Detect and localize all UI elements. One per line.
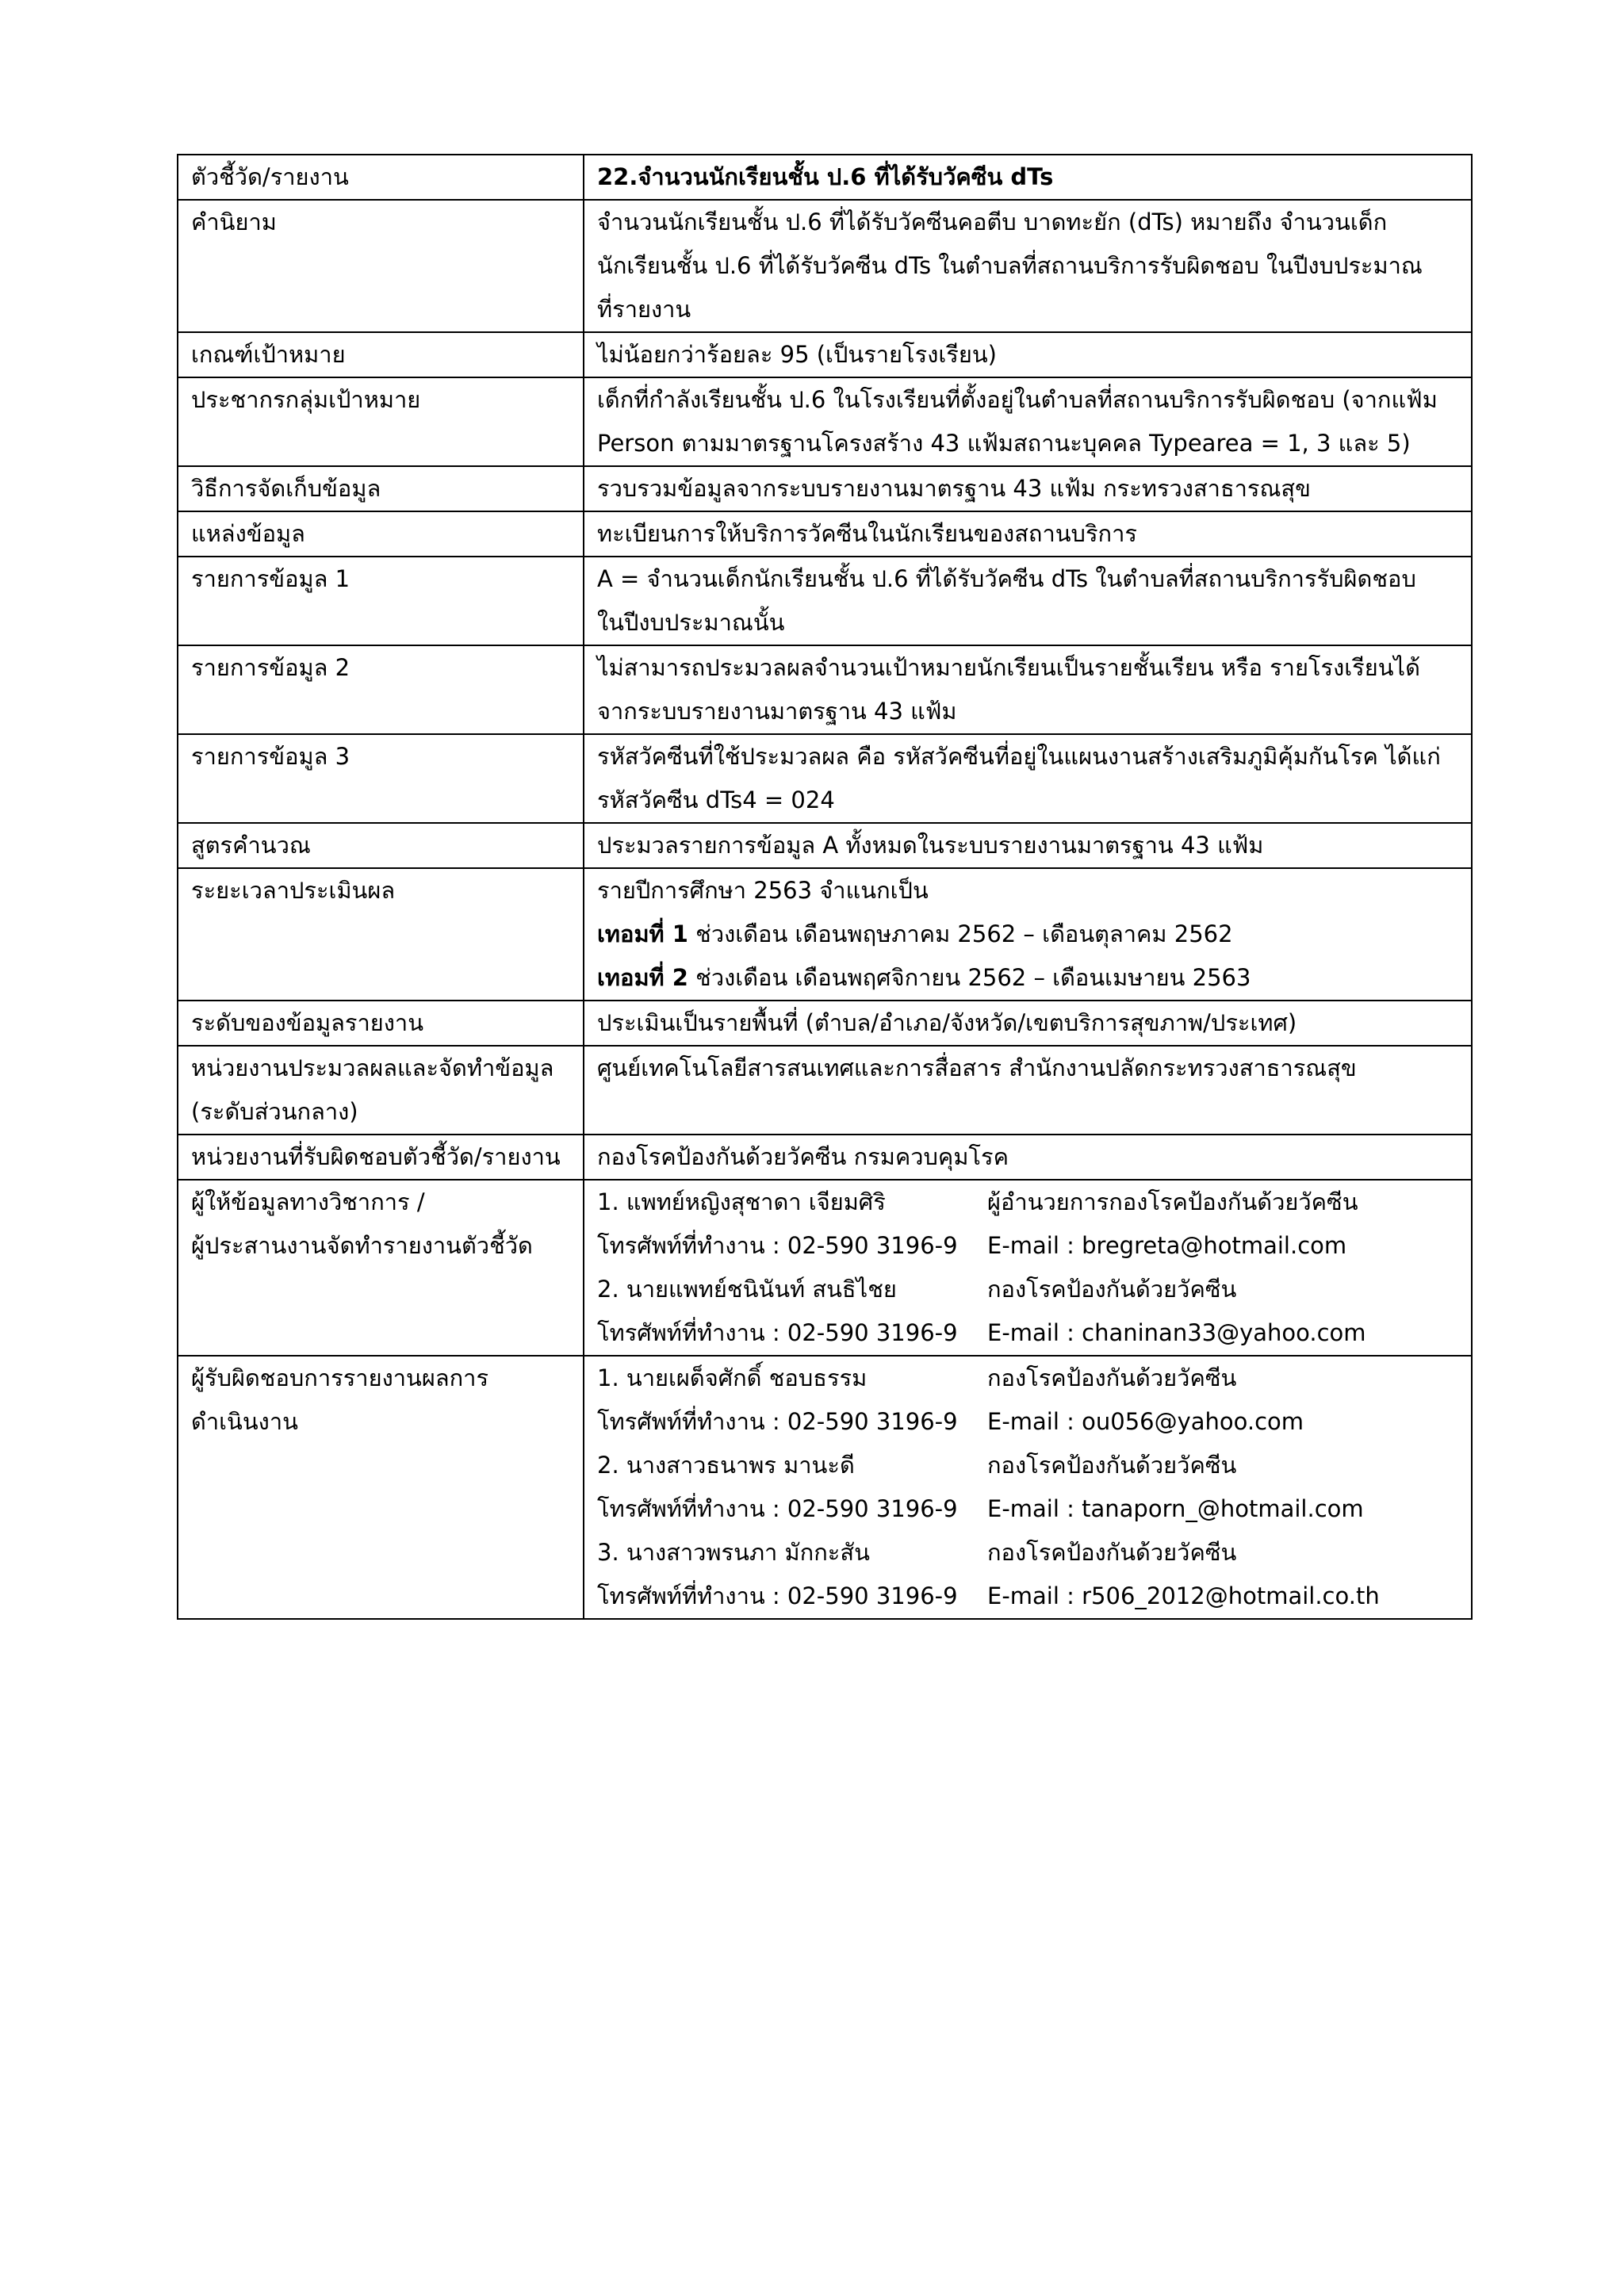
row-label: [178, 466, 584, 511]
row-value: [584, 734, 1472, 823]
value-line: ประเมินเป็นรายพื้นที่ (ตำบล/อำเภอ/จังหวัด/เขตบริการสุขภาพ/ประเทศ): [597, 1009, 1297, 1036]
row-label: [178, 734, 584, 823]
row-value: [584, 155, 1472, 200]
row-data-item-1: [178, 557, 1472, 645]
label-line: วิธีการจัดเก็บข้อมูล: [191, 475, 381, 502]
term-name: เทอมที่ 2: [597, 964, 688, 991]
row-label: [178, 868, 584, 1001]
contact-phone: โทรศัพท์ที่ทำงาน : 02-590 3196-9: [597, 1495, 958, 1522]
row-label: [178, 511, 584, 557]
value-line: ศูนย์เทคโนโลยีสารสนเทศและการสื่อสาร สำนักงานปลัดกระทรวงสาธารณสุข: [597, 1054, 1357, 1081]
value-line: ที่รายงาน: [597, 296, 691, 323]
label-line: ระดับของข้อมูลรายงาน: [191, 1009, 424, 1036]
value-line: รหัสวัคซีนที่ใช้ประมวลผล คือ รหัสวัคซีนที่อยู่ในแผนงานสร้างเสริมภูมิคุ้มกันโรค ได้แก่: [597, 743, 1441, 770]
row-label: [178, 1356, 584, 1619]
label-line: หน่วยงานประมวลผลและจัดทำข้อมูล: [191, 1054, 554, 1081]
contact-phone: โทรศัพท์ที่ทำงาน : 02-590 3196-9: [597, 1232, 958, 1259]
row-value: [584, 332, 1472, 377]
contact-phone: โทรศัพท์ที่ทำงาน : 02-590 3196-9: [597, 1319, 958, 1346]
label-line: ผู้ประสานงานจัดทำรายงานตัวชี้วัด: [191, 1232, 533, 1259]
label-line: คำนิยาม: [191, 209, 277, 235]
row-target: [178, 332, 1472, 377]
label-line: (ระดับส่วนกลาง): [191, 1098, 358, 1125]
row-value: [584, 1356, 1472, 1619]
row-value: [584, 377, 1472, 466]
period-intro: รายปีการศึกษา 2563 จำแนกเป็น: [597, 877, 929, 904]
row-value: [584, 868, 1472, 1001]
contact-name: 3. นางสาวพรนภา มักกะสัน: [597, 1539, 870, 1566]
row-data-item-2: [178, 645, 1472, 734]
contact-position: กองโรคป้องกันด้วยวัคซีน: [987, 1452, 1237, 1479]
row-label: [178, 645, 584, 734]
label-line: แหล่งข้อมูล: [191, 520, 305, 547]
value-line: เด็กที่กำลังเรียนชั้น ป.6 ในโรงเรียนที่ตั้งอยู่ในตำบลที่สถานบริการรับผิดชอบ (จากแฟ้ม: [597, 386, 1438, 413]
label-line: ประชากรกลุ่มเป้าหมาย: [191, 386, 421, 413]
row-value: [584, 1180, 1472, 1356]
row-data-source: [178, 511, 1472, 557]
contact-email: E-mail : bregreta@hotmail.com: [987, 1232, 1347, 1259]
contact-name: 1. แพทย์หญิงสุชาดา เจียมศิริ: [597, 1188, 886, 1215]
contact-name: 2. นายแพทย์ชนินันท์ สนธิไชย: [597, 1276, 897, 1303]
term-line: [597, 913, 1460, 956]
row-collection-method: [178, 466, 1472, 511]
row-technical-contacts: [178, 1180, 1472, 1356]
row-label: [178, 200, 584, 332]
contact-grid: [597, 1181, 1460, 1355]
contact-email: E-mail : r506_2012@hotmail.co.th: [987, 1582, 1380, 1609]
contact-email: E-mail : chaninan33@yahoo.com: [987, 1319, 1366, 1346]
label-line: รายการข้อมูล 2: [191, 654, 350, 681]
row-value: [584, 823, 1472, 868]
row-label: [178, 1135, 584, 1180]
value-line: นักเรียนชั้น ป.6 ที่ได้รับวัคซีน dTs ในตำบลที่สถานบริการรับผิดชอบ ในปีงบประมาณ: [597, 252, 1423, 279]
row-label: [178, 377, 584, 466]
row-processing-unit: [178, 1046, 1472, 1135]
row-label: [178, 1046, 584, 1135]
row-label: [178, 332, 584, 377]
row-value: [584, 200, 1472, 332]
label-line: ดำเนินงาน: [191, 1408, 298, 1435]
value-line: จากระบบรายงานมาตรฐาน 43 แฟ้ม: [597, 698, 957, 725]
row-label: [178, 155, 584, 200]
term-name: เทอมที่ 1: [597, 920, 688, 947]
label-line: หน่วยงานที่รับผิดชอบตัวชี้วัด/รายงาน: [191, 1143, 561, 1170]
row-value: [584, 1135, 1472, 1180]
row-value: [584, 511, 1472, 557]
contact-position: กองโรคป้องกันด้วยวัคซีน: [987, 1539, 1237, 1566]
label-line: สูตรคำนวณ: [191, 832, 311, 859]
label-line: เกณฑ์เป้าหมาย: [191, 341, 346, 368]
contact-position: ผู้อำนวยการกองโรคป้องกันด้วยวัคซีน: [987, 1188, 1358, 1215]
value-line: ทะเบียนการให้บริการวัคซีนในนักเรียนของสถานบริการ: [597, 520, 1137, 547]
row-indicator: [178, 155, 1472, 200]
row-responsible-unit: [178, 1135, 1472, 1180]
contact-name: 1. นายเผด็จศักดิ์ ชอบธรรม: [597, 1364, 868, 1391]
term-line: [597, 956, 1460, 1000]
contact-position: กองโรคป้องกันด้วยวัคซีน: [987, 1276, 1237, 1303]
row-label: [178, 823, 584, 868]
contact-email: E-mail : tanaporn_@hotmail.com: [987, 1495, 1364, 1522]
contact-phone: โทรศัพท์ที่ทำงาน : 02-590 3196-9: [597, 1408, 958, 1435]
value-line: ไม่น้อยกว่าร้อยละ 95 (เป็นรายโรงเรียน): [597, 341, 997, 368]
label-line: ตัวชี้วัด/รายงาน: [191, 163, 349, 190]
label-line: ผู้ให้ข้อมูลทางวิชาการ /: [191, 1188, 425, 1215]
contact-position: กองโรคป้องกันด้วยวัคซีน: [987, 1364, 1237, 1391]
value-line: ไม่สามารถประมวลผลจำนวนเป้าหมายนักเรียนเป็นรายชั้นเรียน หรือ รายโรงเรียนได้: [597, 654, 1420, 681]
contact-grid: [597, 1357, 1460, 1618]
value-line: รวบรวมข้อมูลจากระบบรายงานมาตรฐาน 43 แฟ้ม กระทรวงสาธารณสุข: [597, 475, 1311, 502]
value-line: กองโรคป้องกันด้วยวัคซีน กรมควบคุมโรค: [597, 1143, 1009, 1170]
value-line: ในปีงบประมาณนั้น: [597, 609, 785, 636]
row-label: [178, 1001, 584, 1046]
value-line: จำนวนนักเรียนชั้น ป.6 ที่ได้รับวัคซีนคอตีบ บาดทะยัก (dTs) หมายถึง จำนวนเด็ก: [597, 209, 1388, 235]
label-line: รายการข้อมูล 1: [191, 565, 350, 592]
row-value: [584, 645, 1472, 734]
row-definition: [178, 200, 1472, 332]
contact-email: E-mail : ou056@yahoo.com: [987, 1408, 1304, 1435]
indicator-title: 22.จำนวนนักเรียนชั้น ป.6 ที่ได้รับวัคซีน dTs: [597, 163, 1054, 190]
row-data-item-3: [178, 734, 1472, 823]
row-population: [178, 377, 1472, 466]
row-report-contacts: [178, 1356, 1472, 1619]
row-formula: [178, 823, 1472, 868]
contact-phone: โทรศัพท์ที่ทำงาน : 02-590 3196-9: [597, 1582, 958, 1609]
row-value: [584, 466, 1472, 511]
label-line: ผู้รับผิดชอบการรายงานผลการ: [191, 1364, 489, 1391]
row-value: [584, 1001, 1472, 1046]
row-report-level: [178, 1001, 1472, 1046]
row-value: [584, 557, 1472, 645]
row-value: [584, 1046, 1472, 1135]
indicator-table: [177, 154, 1473, 1620]
value-line: รหัสวัคซีน dTs4 = 024: [597, 786, 835, 813]
label-line: รายการข้อมูล 3: [191, 743, 350, 770]
row-label: [178, 557, 584, 645]
row-label: [178, 1180, 584, 1356]
row-evaluation-period: [178, 868, 1472, 1001]
term-text: ช่วงเดือน เดือนพฤษภาคม 2562 – เดือนตุลาคม 2562: [688, 920, 1233, 947]
value-line: ประมวลรายการข้อมูล A ทั้งหมดในระบบรายงานมาตรฐาน 43 แฟ้ม: [597, 832, 1264, 859]
term-text: ช่วงเดือน เดือนพฤศจิกายน 2562 – เดือนเมษายน 2563: [688, 964, 1251, 991]
value-line: Person ตามมาตรฐานโครงสร้าง 43 แฟ้มสถานะบุคคล Typearea = 1, 3 และ 5): [597, 430, 1411, 457]
contact-name: 2. นางสาวธนาพร มานะดี: [597, 1452, 855, 1479]
indicator-table-body: [178, 155, 1472, 1619]
value-line: A = จำนวนเด็กนักเรียนชั้น ป.6 ที่ได้รับวัคซีน dTs ในตำบลที่สถานบริการรับผิดชอบ: [597, 565, 1416, 592]
label-line: ระยะเวลาประเมินผล: [191, 877, 396, 904]
